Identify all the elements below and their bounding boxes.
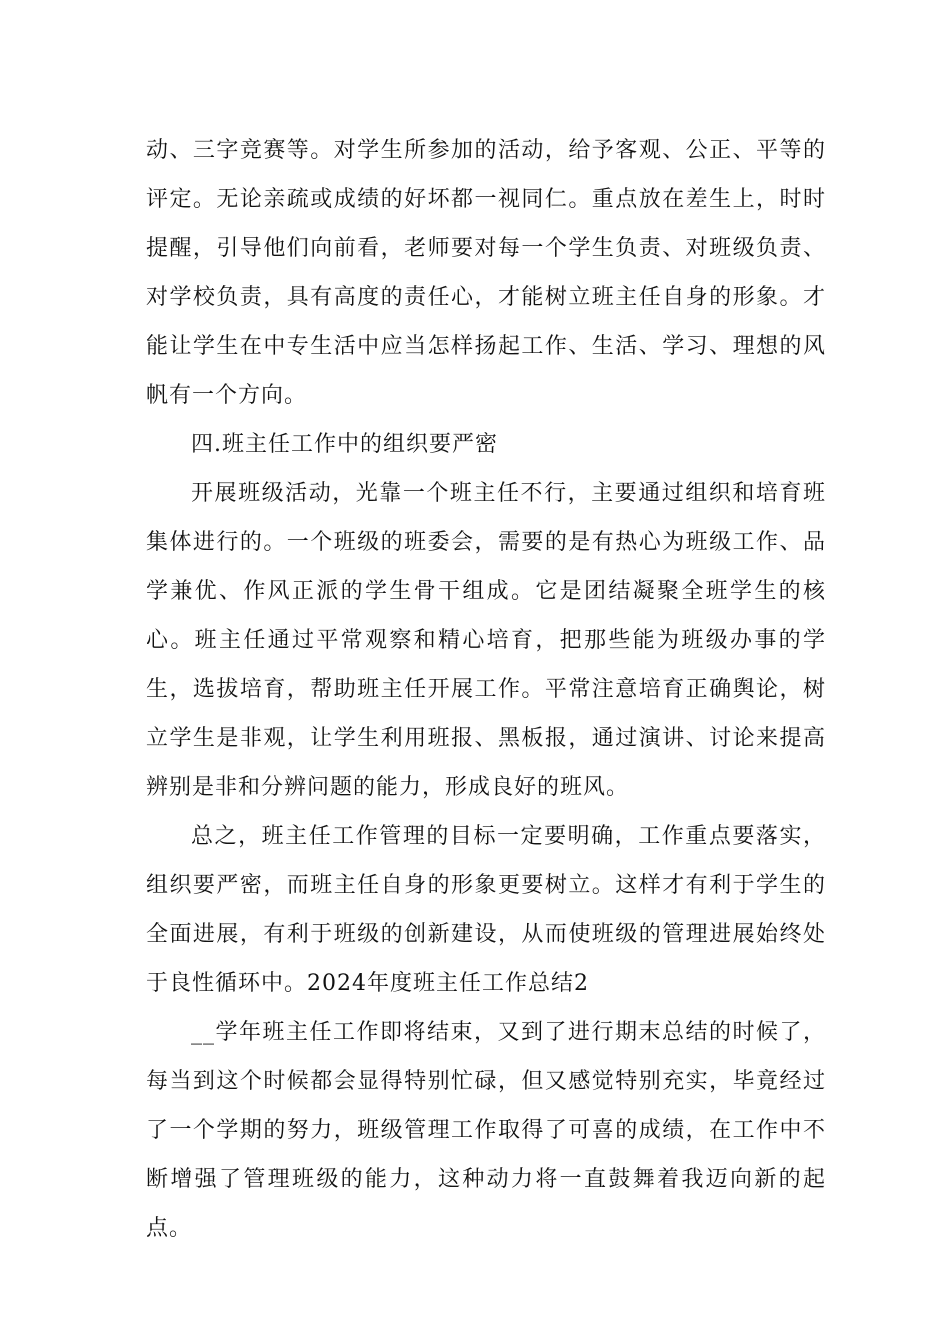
document-body — [146, 126, 826, 1253]
paragraph-class-activities: 开展班级活动，光靠一个班主任不行，主要通过组织和培育班集体进行的。一个班级的班委会，需要的是有热心为班级工作、品学兼优、作风正派的学生骨干组成。它是团结凝聚全班学生的核心。班主任通过平常观察和精心培育，把那些能为班级办事的学生，选拔培育，帮助班主任开展工作。平常注意培育正确舆论，树立学生是非观，让学生利用班报、黑板报，通过演讲、讨论来提高辨别是非和分辨问题的能力，形成良好的班风。 — [146, 481, 826, 800]
section-heading: 四.班主任工作中的组织要严密 — [191, 432, 498, 457]
paragraph-continued: 动、三字竞赛等。对学生所参加的活动，给予客观、公正、平等的评定。无论亲疏或成绩的好坏都一视同仁。重点放在差生上，时时提醒，引导他们向前看，老师要对每一个学生负责、对班级负责、对学校负责，具有高度的责任心，才能树立班主任自身的形象。才能让学生在中专生活中应当怎样扬起工作、生活、学习、理想的风帆有一个方向。 — [146, 138, 826, 408]
paragraph-semester-review: __学年班主任工作即将结束，又到了进行期末总结的时候了，每当到这个时候都会显得特别忙碌，但又感觉特别充实，毕竟经过了一个学期的努力，班级管理工作取得了可喜的成绩，在工作中不断增强了管理班级的能力，这种动力将一直鼓舞着我迈向新的起点。 — [146, 1020, 826, 1241]
paragraph-summary: 总之，班主任工作管理的目标一定要明确，工作重点要落实，组织要严密，而班主任自身的形象更要树立。这样才有利于学生的全面进展，有利于班级的创新建设，从而使班级的管理进展始终处于良性循环中。2024年度班主任工作总结2 — [146, 824, 826, 996]
